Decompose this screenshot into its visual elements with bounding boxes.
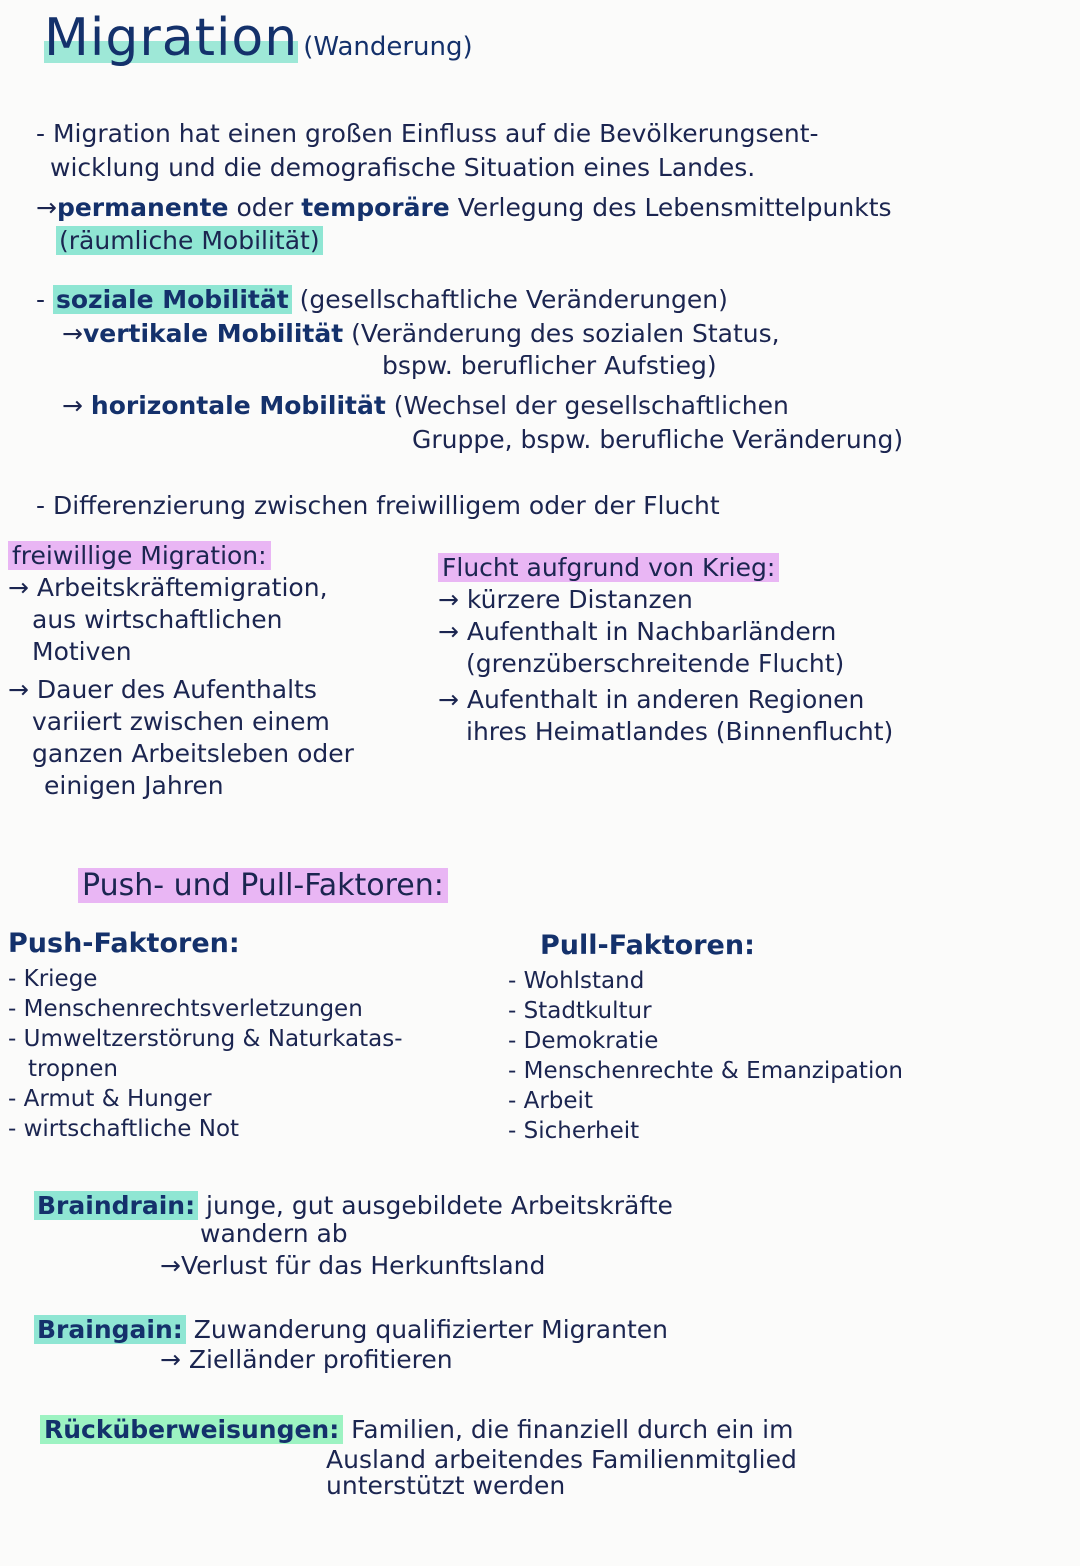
push-pull-heading: Push- und Pull-Faktoren:	[78, 868, 448, 903]
social-dash: -	[36, 285, 53, 314]
arrow-icon: →	[62, 319, 83, 348]
push-heading: Push-Faktoren:	[8, 928, 240, 959]
flight-line: → Aufenthalt in Nachbarländern	[438, 617, 837, 646]
voluntary-heading-row	[8, 540, 354, 572]
push-item: tropnen	[28, 1056, 118, 1082]
voluntary-line: → Dauer des Aufenthalts	[8, 675, 317, 704]
flight-section	[438, 552, 893, 748]
intro-rest: Verlegung des Lebensmittelpunkts	[449, 193, 892, 222]
remittances-line-1	[40, 1414, 793, 1446]
social-mobility-desc: (gesellschaftliche Veränderungen)	[291, 285, 728, 314]
vertical-mobility-desc: (Veränderung des sozialen Status,	[343, 319, 780, 348]
voluntary-heading: freiwillige Migration:	[8, 541, 271, 570]
flight-line: → Aufenthalt in anderen Regionen	[438, 685, 865, 714]
remittances-desc: Familien, die finanziell durch ein im	[343, 1415, 794, 1444]
intro-line-1: - Migration hat einen großen Einfluss auf die Bevölkerungsent-	[36, 119, 819, 148]
flight-line: → kürzere Distanzen	[438, 585, 693, 614]
horizontal-mobility-desc: (Wechsel der gesellschaftlichen	[385, 391, 789, 420]
flight-line: (grenzüberschreitende Flucht)	[466, 649, 845, 678]
voluntary-line: aus wirtschaftlichen	[32, 605, 283, 634]
voluntary-line: Motiven	[32, 637, 132, 666]
spatial-mobility-term: (räumliche Mobilität)	[56, 226, 323, 255]
social-mobility-line	[36, 284, 728, 316]
braindrain-term: Braindrain:	[34, 1191, 198, 1220]
push-item: - wirtschaftliche Not	[8, 1116, 240, 1142]
braindrain-desc: junge, gut ausgebildete Arbeitskräfte	[198, 1191, 673, 1220]
social-mobility-term: soziale Mobilität	[53, 285, 292, 314]
braingain-desc: Zuwanderung qualifizierter Migranten	[185, 1315, 668, 1344]
title-row	[44, 8, 473, 68]
pull-heading: Pull-Faktoren:	[540, 930, 755, 961]
voluntary-line: → Arbeitskräftemigration,	[8, 573, 328, 602]
arrow-icon: →	[36, 193, 57, 222]
flight-heading-row	[438, 552, 893, 584]
voluntary-line: variiert zwischen einem	[32, 707, 330, 736]
push-item: - Umweltzerstörung & Naturkatas-	[8, 1026, 403, 1052]
pull-factors-section	[508, 930, 903, 1146]
pull-item: - Demokratie	[508, 1028, 659, 1054]
page-title: Migration	[44, 8, 299, 68]
intro-oder: oder	[228, 193, 302, 222]
arrow-icon: →	[62, 391, 91, 420]
push-pull-heading-row	[78, 870, 448, 902]
pull-item: - Sicherheit	[508, 1118, 640, 1144]
spatial-mobility-row	[56, 225, 323, 257]
horizontal-mobility-line	[62, 390, 789, 422]
vertical-mobility-line	[62, 318, 780, 350]
vertical-mobility-term: vertikale Mobilität	[82, 319, 344, 348]
braindrain-line-1	[34, 1190, 673, 1222]
braingain-line-1	[34, 1314, 668, 1346]
braingain-line-2: → Zielländer profitieren	[160, 1345, 453, 1374]
intro-line-2: wicklung und die demografische Situation eines Landes.	[50, 153, 756, 182]
push-item: - Armut & Hunger	[8, 1086, 212, 1112]
pull-item: - Menschenrechte & Emanzipation	[508, 1058, 903, 1084]
push-item: - Kriege	[8, 966, 98, 992]
push-item: - Menschenrechtsverletzungen	[8, 996, 363, 1022]
voluntary-line: ganzen Arbeitsleben oder	[32, 739, 354, 768]
temporary-term: temporäre	[301, 193, 450, 222]
flight-line: ihres Heimatlandes (Binnenflucht)	[466, 717, 894, 746]
remittances-line-2: Ausland arbeitendes Familienmitglied	[326, 1445, 797, 1474]
voluntary-line: einigen Jahren	[44, 771, 224, 800]
push-factors-section	[8, 928, 403, 1144]
braindrain-line-2: wandern ab	[200, 1219, 348, 1248]
voluntary-migration-section	[8, 540, 354, 802]
braindrain-line-3: →Verlust für das Herkunftsland	[160, 1251, 546, 1280]
permanent-term: permanente	[56, 193, 229, 222]
remittances-line-3: unterstützt werden	[326, 1471, 566, 1500]
pull-item: - Wohlstand	[508, 968, 645, 994]
horizontal-mobility-term: horizontale Mobilität	[90, 391, 386, 420]
vertical-mobility-desc-2: bspw. beruflicher Aufstieg)	[382, 351, 717, 380]
remittances-term: Rücküberweisungen:	[40, 1415, 343, 1444]
pull-item: - Stadtkultur	[508, 998, 652, 1024]
braingain-term: Braingain:	[34, 1315, 186, 1344]
flight-heading: Flucht aufgrund von Krieg:	[438, 553, 779, 582]
differentiation-line: - Differenzierung zwischen freiwilligem oder der Flucht	[36, 491, 720, 520]
intro-line-3	[36, 192, 892, 224]
page-subtitle: (Wanderung)	[303, 32, 473, 62]
horizontal-mobility-desc-2: Gruppe, bspw. berufliche Veränderung)	[412, 425, 904, 454]
pull-item: - Arbeit	[508, 1088, 593, 1114]
